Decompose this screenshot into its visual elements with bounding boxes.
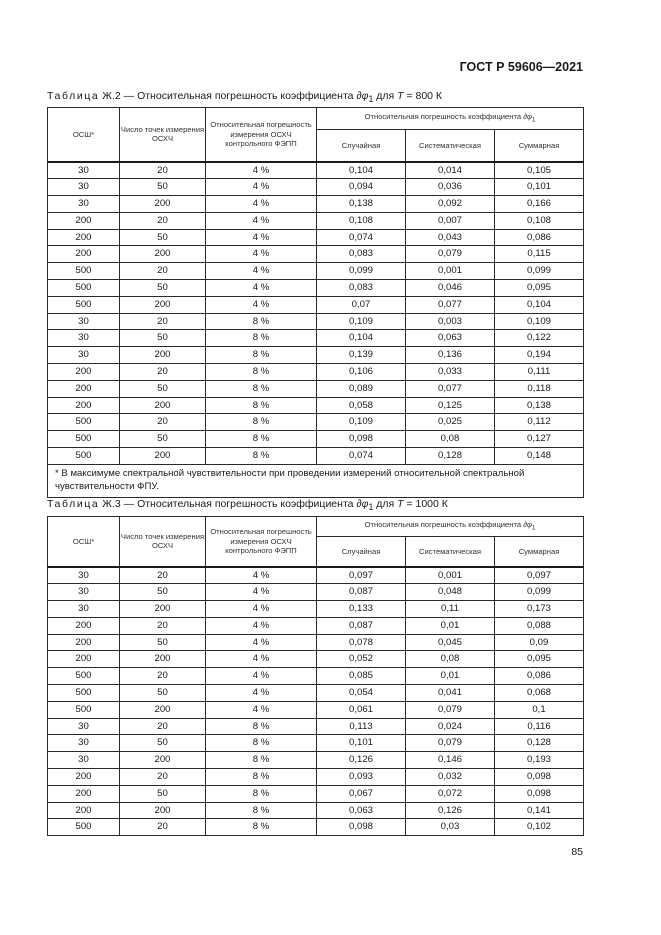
osh-cell: 30	[48, 718, 120, 735]
table-row	[48, 196, 584, 213]
osh-cell: 500	[48, 668, 120, 685]
points-cell: 200	[120, 347, 206, 364]
table2-caption-sub: 1	[368, 94, 374, 105]
osh-cell: 500	[48, 819, 120, 836]
osh-cell: 30	[48, 196, 120, 213]
table-row	[48, 634, 584, 651]
col-points-header: Число точек измерения ОСХЧ	[120, 108, 206, 162]
total-cell: 0,09	[495, 634, 584, 651]
points-cell: 200	[120, 448, 206, 465]
osh-cell: 200	[48, 380, 120, 397]
systematic-cell: 0,033	[406, 364, 495, 381]
random-cell: 0,098	[317, 431, 406, 448]
total-cell: 0,098	[495, 785, 584, 802]
systematic-cell: 0,08	[406, 651, 495, 668]
total-cell: 0,173	[495, 601, 584, 618]
table-row	[48, 263, 584, 280]
relerr-cell: 8 %	[206, 769, 317, 786]
table-row	[48, 752, 584, 769]
points-cell: 200	[120, 752, 206, 769]
relerr-cell: 8 %	[206, 330, 317, 347]
systematic-cell: 0,025	[406, 414, 495, 431]
systematic-cell: 0,036	[406, 179, 495, 196]
total-cell: 0,086	[495, 668, 584, 685]
table-row	[48, 397, 584, 414]
random-cell: 0,108	[317, 212, 406, 229]
osh-cell: 30	[48, 601, 120, 618]
random-cell: 0,104	[317, 330, 406, 347]
random-cell: 0,085	[317, 668, 406, 685]
osh-cell: 500	[48, 280, 120, 297]
osh-cell: 30	[48, 347, 120, 364]
systematic-cell: 0,092	[406, 196, 495, 213]
relerr-cell: 8 %	[206, 448, 317, 465]
random-cell: 0,133	[317, 601, 406, 618]
points-cell: 50	[120, 330, 206, 347]
systematic-cell: 0,003	[406, 313, 495, 330]
total-cell: 0,128	[495, 735, 584, 752]
col-group-symbol: ∂φ	[523, 519, 532, 529]
relerr-cell: 4 %	[206, 651, 317, 668]
osh-cell: 200	[48, 229, 120, 246]
points-cell: 20	[120, 769, 206, 786]
total-cell: 0,099	[495, 584, 584, 601]
document-standard-header: ГОСТ Р 59606—2021	[459, 60, 583, 74]
points-cell: 50	[120, 735, 206, 752]
systematic-cell: 0,03	[406, 819, 495, 836]
random-cell: 0,087	[317, 584, 406, 601]
osh-cell: 200	[48, 802, 120, 819]
table-row	[48, 701, 584, 718]
table-row	[48, 735, 584, 752]
random-cell: 0,093	[317, 769, 406, 786]
relerr-cell: 4 %	[206, 668, 317, 685]
table-row	[48, 313, 584, 330]
systematic-cell: 0,041	[406, 685, 495, 702]
points-cell: 200	[120, 802, 206, 819]
systematic-cell: 0,126	[406, 802, 495, 819]
systematic-cell: 0,146	[406, 752, 495, 769]
total-cell: 0,068	[495, 685, 584, 702]
relerr-cell: 4 %	[206, 162, 317, 179]
relerr-cell: 4 %	[206, 196, 317, 213]
random-cell: 0,126	[317, 752, 406, 769]
random-cell: 0,098	[317, 819, 406, 836]
table2-caption-t: T	[397, 90, 404, 102]
table-row	[48, 769, 584, 786]
col-relerr-header: Относительная погрешность измерения ОСХЧ контрольного ФЭПП	[206, 517, 317, 567]
total-cell: 0,098	[495, 769, 584, 786]
osh-cell: 500	[48, 431, 120, 448]
col-osh-header: ОСШ*	[48, 108, 120, 162]
osh-cell: 500	[48, 414, 120, 431]
table3-caption-sub: 1	[368, 502, 374, 513]
total-cell: 0,109	[495, 313, 584, 330]
relerr-cell: 4 %	[206, 685, 317, 702]
table-row	[48, 617, 584, 634]
total-cell: 0,088	[495, 617, 584, 634]
total-cell: 0,108	[495, 212, 584, 229]
systematic-cell: 0,079	[406, 246, 495, 263]
table-row	[48, 567, 584, 584]
points-cell: 20	[120, 263, 206, 280]
random-cell: 0,099	[317, 263, 406, 280]
points-cell: 50	[120, 584, 206, 601]
table-row	[48, 431, 584, 448]
points-cell: 50	[120, 785, 206, 802]
points-cell: 20	[120, 364, 206, 381]
random-cell: 0,139	[317, 347, 406, 364]
table-row	[48, 448, 584, 465]
systematic-cell: 0,079	[406, 735, 495, 752]
total-cell: 0,148	[495, 448, 584, 465]
systematic-cell: 0,007	[406, 212, 495, 229]
osh-cell: 30	[48, 752, 120, 769]
relerr-cell: 8 %	[206, 364, 317, 381]
col-random-header: Случайная	[317, 537, 406, 567]
osh-cell: 30	[48, 330, 120, 347]
points-cell: 200	[120, 651, 206, 668]
systematic-cell: 0,01	[406, 668, 495, 685]
relerr-cell: 4 %	[206, 280, 317, 297]
points-cell: 50	[120, 634, 206, 651]
systematic-cell: 0,014	[406, 162, 495, 179]
systematic-cell: 0,11	[406, 601, 495, 618]
col-random-header: Случайная	[317, 130, 406, 162]
points-cell: 200	[120, 246, 206, 263]
table-row	[48, 364, 584, 381]
table2-caption-mid: для	[373, 90, 398, 102]
random-cell: 0,138	[317, 196, 406, 213]
systematic-cell: 0,043	[406, 229, 495, 246]
relerr-cell: 4 %	[206, 296, 317, 313]
relerr-cell: 4 %	[206, 617, 317, 634]
table2-caption-symbol: ∂φ	[356, 90, 369, 102]
total-cell: 0,115	[495, 246, 584, 263]
col-group-header	[317, 517, 584, 537]
table-row	[48, 179, 584, 196]
points-cell: 50	[120, 179, 206, 196]
table3-caption-symbol: ∂φ	[356, 498, 369, 510]
osh-cell: 30	[48, 735, 120, 752]
col-osh-header: ОСШ*	[48, 517, 120, 567]
col-group-header	[317, 108, 584, 130]
osh-cell: 500	[48, 263, 120, 280]
col-systematic-header: Систематическая	[406, 130, 495, 162]
random-cell: 0,094	[317, 179, 406, 196]
osh-cell: 200	[48, 769, 120, 786]
systematic-cell: 0,01	[406, 617, 495, 634]
table2-caption-label: Таблица	[47, 90, 100, 102]
col-group-sub: 1	[531, 116, 536, 124]
table-row	[48, 347, 584, 364]
systematic-cell: 0,125	[406, 397, 495, 414]
osh-cell: 500	[48, 296, 120, 313]
random-cell: 0,052	[317, 651, 406, 668]
systematic-cell: 0,024	[406, 718, 495, 735]
col-group-sub: 1	[531, 524, 536, 532]
systematic-cell: 0,001	[406, 263, 495, 280]
table3-caption-prefix: Ж.3 — Относительная погрешность коэффициента	[99, 498, 357, 510]
systematic-cell: 0,046	[406, 280, 495, 297]
total-cell: 0,1	[495, 701, 584, 718]
table-row	[48, 685, 584, 702]
osh-cell: 500	[48, 701, 120, 718]
osh-cell: 200	[48, 785, 120, 802]
random-cell: 0,106	[317, 364, 406, 381]
osh-cell: 500	[48, 685, 120, 702]
table-row	[48, 229, 584, 246]
osh-cell: 30	[48, 313, 120, 330]
total-cell: 0,111	[495, 364, 584, 381]
relerr-cell: 8 %	[206, 802, 317, 819]
relerr-cell: 4 %	[206, 246, 317, 263]
points-cell: 200	[120, 196, 206, 213]
total-cell: 0,095	[495, 280, 584, 297]
col-group-symbol: ∂φ	[523, 111, 532, 121]
random-cell: 0,067	[317, 785, 406, 802]
random-cell: 0,097	[317, 567, 406, 584]
points-cell: 20	[120, 567, 206, 584]
relerr-cell: 4 %	[206, 212, 317, 229]
osh-cell: 200	[48, 212, 120, 229]
points-cell: 200	[120, 296, 206, 313]
systematic-cell: 0,048	[406, 584, 495, 601]
col-relerr-header: Относительная погрешность измерения ОСХЧ контрольного ФЭПП	[206, 108, 317, 162]
table-row	[48, 802, 584, 819]
relerr-cell: 8 %	[206, 785, 317, 802]
table-row	[48, 330, 584, 347]
points-cell: 200	[120, 601, 206, 618]
systematic-cell: 0,079	[406, 701, 495, 718]
osh-cell: 200	[48, 651, 120, 668]
table3-caption-value: = 1000 К	[403, 498, 448, 510]
table-row	[48, 414, 584, 431]
table-row	[48, 296, 584, 313]
relerr-cell: 8 %	[206, 431, 317, 448]
total-cell: 0,097	[495, 567, 584, 584]
total-cell: 0,116	[495, 718, 584, 735]
points-cell: 200	[120, 397, 206, 414]
systematic-cell: 0,128	[406, 448, 495, 465]
osh-cell: 30	[48, 179, 120, 196]
random-cell: 0,074	[317, 229, 406, 246]
table-row	[48, 246, 584, 263]
table2-caption	[47, 90, 442, 104]
random-cell: 0,078	[317, 634, 406, 651]
points-cell: 20	[120, 313, 206, 330]
systematic-cell: 0,077	[406, 296, 495, 313]
table-row	[48, 668, 584, 685]
random-cell: 0,063	[317, 802, 406, 819]
osh-cell: 200	[48, 246, 120, 263]
col-total-header: Суммарная	[495, 537, 584, 567]
random-cell: 0,113	[317, 718, 406, 735]
relerr-cell: 8 %	[206, 718, 317, 735]
table2-caption-prefix: Ж.2 — Относительная погрешность коэффициента	[99, 90, 357, 102]
total-cell: 0,127	[495, 431, 584, 448]
random-cell: 0,061	[317, 701, 406, 718]
table-row	[48, 280, 584, 297]
table3-caption	[47, 498, 448, 512]
random-cell: 0,07	[317, 296, 406, 313]
relerr-cell: 4 %	[206, 634, 317, 651]
relerr-cell: 4 %	[206, 567, 317, 584]
points-cell: 20	[120, 212, 206, 229]
osh-cell: 200	[48, 617, 120, 634]
table-row	[48, 718, 584, 735]
table3	[47, 516, 584, 836]
total-cell: 0,104	[495, 296, 584, 313]
systematic-cell: 0,072	[406, 785, 495, 802]
total-cell: 0,105	[495, 162, 584, 179]
table3-caption-t: T	[397, 498, 404, 510]
col-points-header: Число точек измерения ОСХЧ	[120, 517, 206, 567]
random-cell: 0,054	[317, 685, 406, 702]
random-cell: 0,104	[317, 162, 406, 179]
total-cell: 0,112	[495, 414, 584, 431]
table-row	[48, 162, 584, 179]
points-cell: 20	[120, 668, 206, 685]
systematic-cell: 0,001	[406, 567, 495, 584]
col-group-prefix: Относительная погрешность коэффициента	[364, 111, 524, 121]
relerr-cell: 8 %	[206, 347, 317, 364]
points-cell: 50	[120, 280, 206, 297]
systematic-cell: 0,08	[406, 431, 495, 448]
points-cell: 200	[120, 701, 206, 718]
relerr-cell: 8 %	[206, 735, 317, 752]
relerr-cell: 4 %	[206, 584, 317, 601]
col-systematic-header: Систематическая	[406, 537, 495, 567]
systematic-cell: 0,136	[406, 347, 495, 364]
points-cell: 20	[120, 718, 206, 735]
osh-cell: 30	[48, 162, 120, 179]
random-cell: 0,109	[317, 313, 406, 330]
total-cell: 0,095	[495, 651, 584, 668]
total-cell: 0,086	[495, 229, 584, 246]
relerr-cell: 8 %	[206, 752, 317, 769]
table-row	[48, 601, 584, 618]
table-row	[48, 584, 584, 601]
total-cell: 0,099	[495, 263, 584, 280]
table2-caption-value: = 800 К	[403, 90, 443, 102]
points-cell: 50	[120, 380, 206, 397]
systematic-cell: 0,045	[406, 634, 495, 651]
points-cell: 50	[120, 685, 206, 702]
table-row	[48, 785, 584, 802]
relerr-cell: 4 %	[206, 179, 317, 196]
osh-cell: 200	[48, 397, 120, 414]
random-cell: 0,089	[317, 380, 406, 397]
random-cell: 0,109	[317, 414, 406, 431]
points-cell: 20	[120, 414, 206, 431]
relerr-cell: 8 %	[206, 380, 317, 397]
relerr-cell: 8 %	[206, 819, 317, 836]
col-group-prefix: Относительная погрешность коэффициента	[364, 519, 524, 529]
systematic-cell: 0,077	[406, 380, 495, 397]
table3-caption-label: Таблица	[47, 498, 100, 510]
table2-footnote: * В максимуме спектральной чувствительности при проведении измерений относительной спектральной чувствительности ФПУ.	[48, 464, 584, 497]
osh-cell: 200	[48, 364, 120, 381]
table-row	[48, 212, 584, 229]
total-cell: 0,138	[495, 397, 584, 414]
table-row	[48, 651, 584, 668]
total-cell: 0,141	[495, 802, 584, 819]
random-cell: 0,087	[317, 617, 406, 634]
table3-caption-mid: для	[373, 498, 398, 510]
relerr-cell: 8 %	[206, 414, 317, 431]
table-row	[48, 380, 584, 397]
random-cell: 0,083	[317, 280, 406, 297]
osh-cell: 500	[48, 448, 120, 465]
total-cell: 0,194	[495, 347, 584, 364]
points-cell: 20	[120, 617, 206, 634]
points-cell: 50	[120, 431, 206, 448]
random-cell: 0,058	[317, 397, 406, 414]
systematic-cell: 0,063	[406, 330, 495, 347]
random-cell: 0,101	[317, 735, 406, 752]
total-cell: 0,166	[495, 196, 584, 213]
relerr-cell: 4 %	[206, 229, 317, 246]
total-cell: 0,118	[495, 380, 584, 397]
total-cell: 0,101	[495, 179, 584, 196]
total-cell: 0,122	[495, 330, 584, 347]
relerr-cell: 4 %	[206, 601, 317, 618]
points-cell: 20	[120, 819, 206, 836]
relerr-cell: 8 %	[206, 313, 317, 330]
points-cell: 50	[120, 229, 206, 246]
osh-cell: 30	[48, 567, 120, 584]
total-cell: 0,193	[495, 752, 584, 769]
osh-cell: 30	[48, 584, 120, 601]
points-cell: 20	[120, 162, 206, 179]
relerr-cell: 4 %	[206, 701, 317, 718]
total-cell: 0,102	[495, 819, 584, 836]
random-cell: 0,083	[317, 246, 406, 263]
random-cell: 0,074	[317, 448, 406, 465]
table-row	[48, 819, 584, 836]
table2	[47, 107, 584, 498]
systematic-cell: 0,032	[406, 769, 495, 786]
page-number: 85	[571, 846, 583, 858]
osh-cell: 200	[48, 634, 120, 651]
relerr-cell: 8 %	[206, 397, 317, 414]
col-total-header: Суммарная	[495, 130, 584, 162]
relerr-cell: 4 %	[206, 263, 317, 280]
